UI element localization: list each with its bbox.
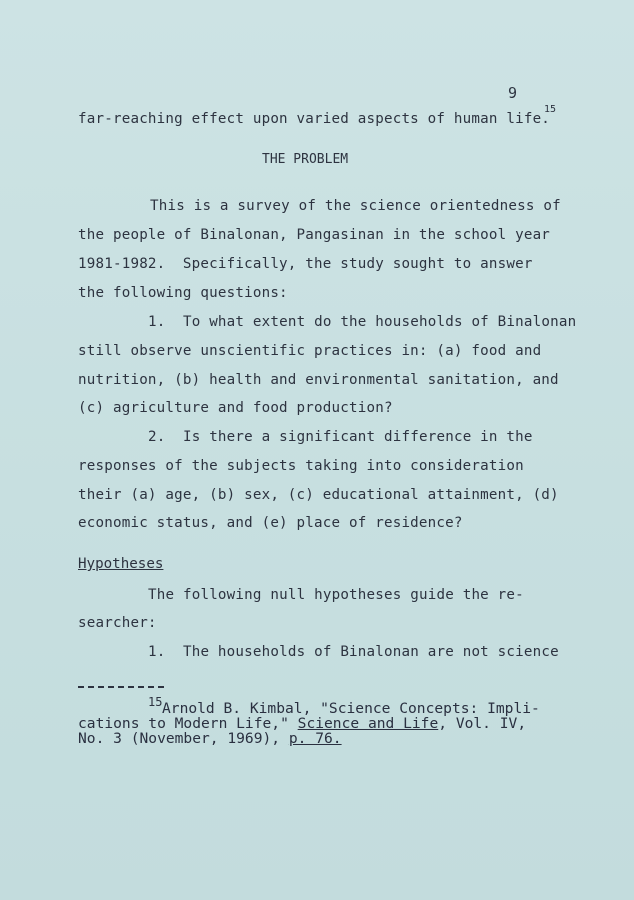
hypotheses-line-1: The following null hypotheses guide the re- (148, 587, 524, 603)
question-1-line-3: nutrition, (b) health and environmental sanitation, and (78, 372, 559, 388)
question-2-line-4: economic status, and (e) place of residence? (78, 515, 463, 531)
footnote-reference: 15 (544, 104, 557, 115)
question-1-line-4: (c) agriculture and food production? (78, 400, 393, 416)
question-2-line-2: responses of the subjects taking into consideration (78, 458, 524, 474)
question-1-line-2: still observe unscientific practices in: (a) food and (78, 343, 542, 359)
footnote-line-2 (78, 716, 526, 731)
hypotheses-line-2: searcher: (78, 615, 157, 631)
journal-title: Science and Life (297, 715, 439, 732)
footnote-line-2-start: cations to Modern Life," (78, 715, 298, 732)
section-heading: THE PROBLEM (262, 152, 349, 167)
hypotheses-subheading: Hypotheses (78, 556, 164, 572)
footnote-line-3-start: No. 3 (November, 1969), (78, 730, 289, 747)
footnote-page: p. 76. (288, 730, 342, 747)
footnote-separator (78, 686, 164, 688)
footnote-line-1: Arnold B. Kimbal, "Science Concepts: Impli- (162, 700, 540, 717)
text-line-3: the people of Binalonan, Pangasinan in the school year (78, 227, 551, 243)
footnote-number: 15 (148, 695, 163, 709)
text-line-5: the following questions: (78, 285, 288, 301)
text-line-1: far-reaching effect upon varied aspects of human life. (78, 111, 551, 127)
text-line-2: This is a survey of the science orientedness of (150, 198, 561, 214)
page-number: 9 (508, 84, 518, 102)
text-line-4: 1981-1982. Specifically, the study sought to answer (78, 256, 533, 272)
question-2-line-1: 2. Is there a significant difference in the (148, 429, 533, 445)
question-2-line-3: their (a) age, (b) sex, (c) educational attainment, (d) (78, 487, 559, 503)
question-1-line-1: 1. To what extent do the households of Binalonan (148, 314, 577, 330)
footnote-line-2-end: , Vol. IV, (438, 715, 527, 732)
footnote-line-3 (78, 731, 342, 746)
hypothesis-1-line-1: 1. The households of Binalonan are not science (148, 644, 559, 660)
